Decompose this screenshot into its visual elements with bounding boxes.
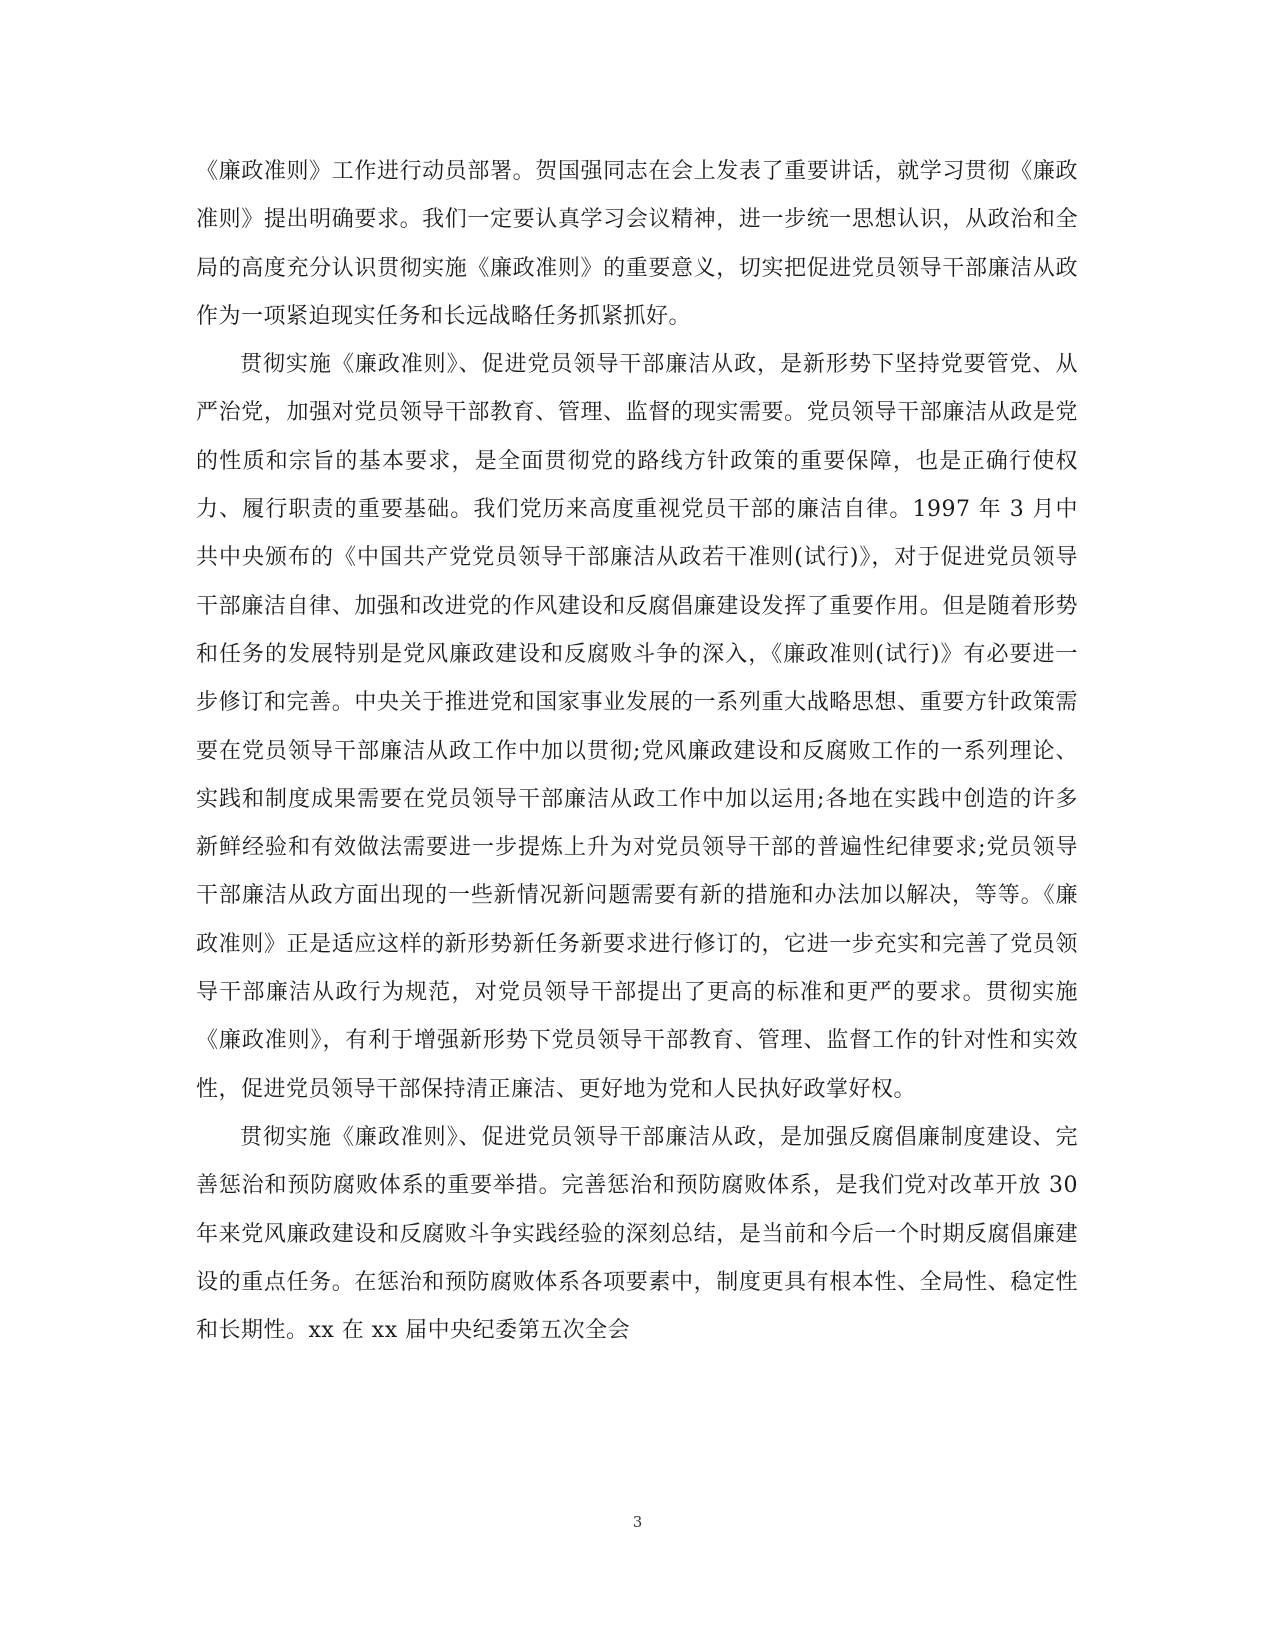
paragraph-2: 贯彻实施《廉政准则》、促进党员领导干部廉洁从政，是新形势下坚持党要管党、从严治党，加强对党员领导干部教育、管理、监督的现实需要。党员领导干部廉洁从政是党的性质和宗旨的基本要求，是全面贯彻党的路线方针政策的重要保障，也是正确行使权力、履行职责的重要基础。我们党历来高度重视党员干部的廉洁自律。1997 年 3 月中共中央颁布的《中国共产党党员领导干部廉洁从政若干准则(试行)》，对于促进党员领导干部廉洁自律、加强和改进党的作风建设和反腐倡廉建设发挥了重要作用。但是随着形势和任务的发展特别是党风廉政建设和反腐败斗争的深入，《廉政准则(试行)》有必要进一步修订和完善。中央关于推进党和国家事业发展的一系列重大战略思想、重要方针政策需要在党员领导干部廉洁从政工作中加以贯彻;党风廉政建设和反腐败工作的一系列理论、实践和制度成果需要在党员领导干部廉洁从政工作中加以运用;各地在实践中创造的许多新鲜经验和有效做法需要进一步提炼上升为对党员领导干部的普遍性纪律要求;党员领导干部廉洁从政方面出现的一些新情况新问题需要有新的措施和办法加以解决，等等。《廉政准则》正是适应这样的新形势新任务新要求进行修订的，它进一步充实和完善了党员领导干部廉洁从政行为规范，对党员领导干部提出了更高的标准和更严的要求。贯彻实施《廉政准则》，有利于增强新形势下党员领导干部教育、管理、监督工作的针对性和实效性，促进党员领导干部保持清正廉洁、更好地为党和人民执好政掌好权。 [196, 352, 1078, 1102]
page-number: 3 [632, 1513, 643, 1531]
paragraph-1: 《廉政准则》工作进行动员部署。贺国强同志在会上发表了重要讲话，就学习贯彻《廉政准则》提出明确要求。我们一定要认真学习会议精神，进一步统一思想认识，从政治和全局的高度充分认识贯彻实施《廉政准则》的重要意义，切实把促进党员领导干部廉洁从政作为一项紧迫现实任务和长远战略任务抓紧抓好。 [196, 159, 1078, 329]
paragraph-3: 贯彻实施《廉政准则》、促进党员领导干部廉洁从政，是加强反腐倡廉制度建设、完善惩治和预防腐败体系的重要举措。完善惩治和预防腐败体系，是我们党对改革开放 30 年来党风廉政建设和反腐败斗争实践经验的深刻总结，是当前和今后一个时期反腐倡廉建设的重点任务。在惩治和预防腐败体系各项要素中，制度更具有根本性、全局性、稳定性和长期性。xx 在 xx 届中央纪委第五次全会 [196, 1124, 1078, 1344]
document-body [196, 148, 1078, 1355]
